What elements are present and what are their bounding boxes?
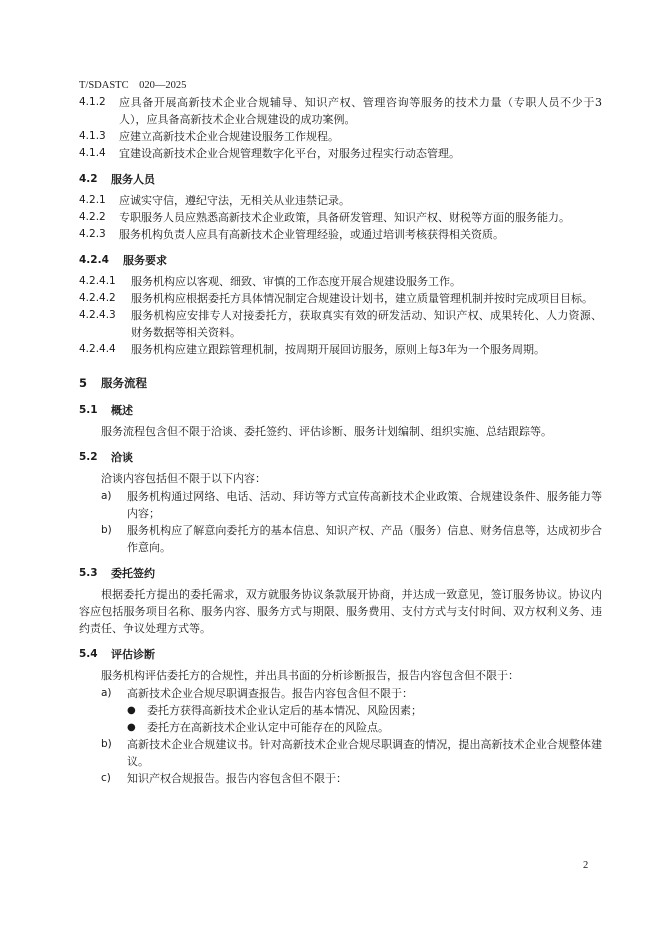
clause-4-2-1 <box>79 192 602 209</box>
list-label: b) <box>101 524 112 536</box>
heading-4-2 <box>79 171 602 188</box>
list-text: 高新技术企业合规建议书。针对高新技术企业合规尽职调查的情况，提出高新技术企业合规整体建议。 <box>127 738 602 768</box>
bullet-item <box>79 702 602 719</box>
page-content <box>79 94 602 787</box>
list-label: b) <box>101 738 112 750</box>
heading-5-1 <box>79 402 602 419</box>
clause-number: 4.2.2 <box>79 211 106 223</box>
heading-number: 4.2.4 <box>79 254 109 266</box>
heading-5-4 <box>79 646 602 663</box>
list-item-5-4-c <box>79 770 602 787</box>
list-label: a) <box>101 687 112 699</box>
clause-text: 应建立高新技术企业合规建设服务工作规程。 <box>119 130 339 143</box>
heading-number: 5.2 <box>79 451 98 463</box>
list-text: 服务机构通过网络、电话、活动、拜访等方式宣传高新技术企业政策、合规建设条件、服务能力等内容； <box>127 490 602 520</box>
clause-4-1-3 <box>79 128 602 145</box>
clause-text: 服务机构应建立跟踪管理机制，按周期开展回访服务，原则上每3年为一个服务周期。 <box>131 343 545 356</box>
standard-header: T/SDASTC 020—2025 <box>79 80 187 91</box>
bullet-item <box>79 719 602 736</box>
clause-4-2-4-2 <box>79 290 602 307</box>
list-item-5-4-b <box>79 736 602 770</box>
heading-number: 4.2 <box>79 173 98 185</box>
clause-number: 4.2.4.4 <box>79 343 116 355</box>
clause-text: 应诚实守信，遵纪守法，无相关从业违禁记录。 <box>119 194 350 207</box>
list-item-5-2-b <box>79 522 602 556</box>
heading-title: 服务流程 <box>101 376 147 390</box>
clause-number: 4.2.4.3 <box>79 309 116 321</box>
clause-4-2-4-1 <box>79 273 602 290</box>
page-number: 2 <box>583 860 589 871</box>
heading-number: 5.1 <box>79 404 98 416</box>
clause-number: 4.2.4.1 <box>79 275 116 287</box>
clause-text: 服务机构应根据委托方具体情况制定合规建设计划书，建立质量管理机制并按时完成项目目标。 <box>131 292 593 305</box>
heading-number: 5.4 <box>79 648 98 660</box>
heading-title: 洽谈 <box>111 451 133 464</box>
clause-number: 4.1.2 <box>79 96 106 108</box>
clause-number: 4.1.3 <box>79 130 106 142</box>
list-item-5-2-a <box>79 488 602 522</box>
list-label: a) <box>101 490 112 502</box>
heading-5-3 <box>79 565 602 582</box>
clause-number: 4.1.4 <box>79 147 106 159</box>
clause-4-2-3 <box>79 226 602 243</box>
heading-title: 委托签约 <box>111 567 155 580</box>
clause-text: 应具备开展高新技术企业合规辅导、知识产权、管理咨询等服务的技术力量（专职人员不少于3人），应具备高新技术企业合规建设的成功案例。 <box>119 96 602 126</box>
clause-4-1-4 <box>79 145 602 162</box>
paragraph-5-3: 根据委托方提出的委托需求，双方就服务协议条款展开协商，并达成一致意见，签订服务协议。协议内容应包括服务项目名称、服务内容、服务方式与期限、服务费用、支付方式与支付时间、双方权利义务、违约责任、争议处理方式等。 <box>79 588 602 635</box>
heading-number: 5.3 <box>79 567 98 579</box>
clause-text: 宜建设高新技术企业合规管理数字化平台，对服务过程实行动态管理。 <box>119 147 460 160</box>
list-text: 知识产权合规报告。报告内容包含但不限于： <box>127 772 347 785</box>
bullet-text: 委托方在高新技术企业认定中可能存在的风险点。 <box>147 721 389 734</box>
list-text: 服务机构应了解意向委托方的基本信息、知识产权、产品（服务）信息、财务信息等，达成初步合作意向。 <box>127 524 602 554</box>
heading-number: 5 <box>79 376 88 390</box>
heading-5-2 <box>79 449 602 466</box>
clause-number: 4.2.4.2 <box>79 292 116 304</box>
paragraph-5-1: 服务流程包含但不限于洽谈、委托签约、评估诊断、服务计划编制、组织实施、总结跟踪等。 <box>101 425 552 438</box>
paragraph-5-4-intro: 服务机构评估委托方的合规性，并出具书面的分析诊断报告，报告内容包含但不限于： <box>101 669 519 682</box>
clause-text: 专职服务人员应熟悉高新技术企业政策，具备研发管理、知识产权、财税等方面的服务能力。 <box>119 211 570 224</box>
clause-text: 服务机构应以客观、细致、审慎的工作态度开展合规建设服务工作。 <box>131 275 461 288</box>
heading-5 <box>79 375 602 392</box>
clause-text: 服务机构应安排专人对接委托方，获取真实有效的研发活动、知识产权、成果转化、人力资源、财务数据等相关资料。 <box>131 309 602 339</box>
bullet-text: 委托方获得高新技术企业认定后的基本情况、风险因素； <box>147 704 422 717</box>
clause-number: 4.2.1 <box>79 194 106 206</box>
clause-text: 服务机构负责人应具有高新技术企业管理经验，或通过培训考核获得相关资质。 <box>119 228 504 241</box>
heading-title: 概述 <box>111 404 133 417</box>
list-label: c) <box>101 772 111 784</box>
list-item-5-4-a <box>79 685 602 702</box>
list-text: 高新技术企业合规尽职调查报告。报告内容包含但不限于： <box>127 687 413 700</box>
paragraph-5-2-intro: 洽谈内容包括但不限于以下内容： <box>101 472 266 485</box>
clause-4-1-2 <box>79 94 602 128</box>
clause-4-2-2 <box>79 209 602 226</box>
clause-4-2-4-4 <box>79 341 602 358</box>
heading-title: 评估诊断 <box>111 648 155 661</box>
bullet-icon: ● <box>127 705 136 716</box>
clause-number: 4.2.3 <box>79 228 106 240</box>
heading-title: 服务人员 <box>111 173 155 186</box>
clause-4-2-4-3 <box>79 307 602 341</box>
bullet-icon: ● <box>127 722 136 733</box>
heading-4-2-4 <box>79 252 602 269</box>
heading-title: 服务要求 <box>123 254 167 267</box>
